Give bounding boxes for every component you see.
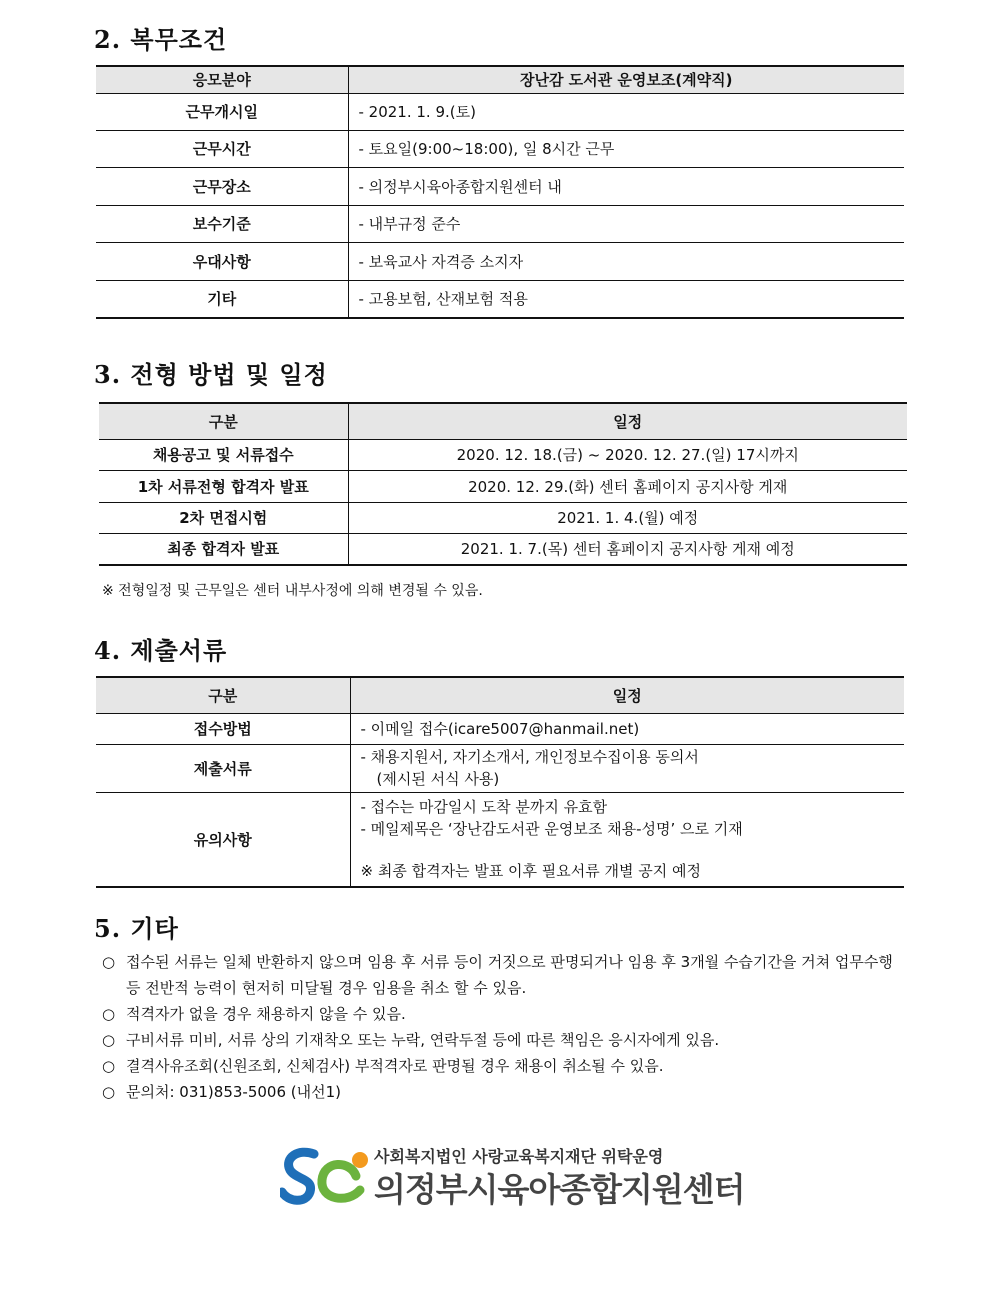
circle-bullet-icon: ○ bbox=[102, 1005, 116, 1023]
row-value-line: ※ 최종 합격자는 발표 이후 필요서류 개별 공지 예정 bbox=[360, 862, 702, 881]
table-header-row bbox=[99, 403, 907, 439]
row-value-line: (제시된 서식 사용) bbox=[376, 770, 500, 788]
row-label: 유의사항 bbox=[96, 792, 350, 887]
row-label: 보수기준 bbox=[96, 205, 348, 242]
row-value-line: - 메일제목은 ‘장난감도서관 운영보조 채용-성명’ 으로 기재 bbox=[360, 820, 743, 839]
row-label: 채용공고 및 서류접수 bbox=[99, 439, 348, 470]
logo-name: 의정부시육아종합지원센터 bbox=[374, 1170, 745, 1209]
row-label: 근무장소 bbox=[96, 167, 348, 205]
row-value: - 내부규정 준수 bbox=[348, 205, 904, 242]
header-cell: 일정 bbox=[348, 403, 907, 439]
header-cell: 일정 bbox=[350, 677, 904, 713]
list-item: ○ 결격사유조회(신원조회, 신체검사) 부적격자로 판명될 경우 채용이 취소될 수 있음. bbox=[102, 1053, 902, 1079]
row-value-line: - 접수는 마감일시 도착 분까지 유효함 bbox=[360, 798, 608, 817]
circle-bullet-icon: ○ bbox=[102, 1083, 116, 1101]
header-cell: 구분 bbox=[99, 403, 348, 439]
row-value-line: - 채용지원서, 자기소개서, 개인정보수집이용 동의서 bbox=[360, 748, 699, 766]
table-row bbox=[96, 242, 904, 280]
row-label: 2차 면접시험 bbox=[99, 502, 348, 533]
row-value: - 보육교사 자격증 소지자 bbox=[348, 242, 904, 280]
header-cell: 장난감 도서관 운영보조(계약직) bbox=[348, 66, 904, 93]
table-row bbox=[96, 792, 904, 887]
header-cell: 구분 bbox=[96, 677, 350, 713]
table-row bbox=[96, 713, 904, 744]
section-4-title: 4. 제출서류 bbox=[94, 636, 228, 665]
table-row bbox=[99, 470, 907, 502]
row-value: - 토요일(9:00~18:00), 일 8시간 근무 bbox=[348, 130, 904, 167]
misc-list bbox=[102, 949, 902, 1105]
section-5-title: 5. 기타 bbox=[94, 914, 179, 943]
row-value bbox=[350, 744, 904, 792]
list-item: ○ 접수된 서류는 일체 반환하지 않으며 임용 후 서류 등이 거짓으로 판명되거나 임용 후 3개월 수습기간을 거쳐 업무수행 등 전반적 능력이 현저히 미달될 경우 임용을 취소 할 수 있음. bbox=[102, 949, 902, 1001]
list-item: ○ 구비서류 미비, 서류 상의 기재착오 또는 누락, 연락두절 등에 따른 책임은 응시자에게 있음. bbox=[102, 1027, 902, 1053]
logo-subtitle: 사회복지법인 사랑교육복지재단 위탁운영 bbox=[374, 1147, 664, 1166]
table-header-row bbox=[96, 66, 904, 93]
center-logo bbox=[280, 1140, 745, 1210]
documents-table bbox=[96, 676, 904, 888]
center-logo-icon bbox=[280, 1146, 372, 1208]
circle-bullet-icon: ○ bbox=[102, 1057, 116, 1075]
row-value: - 고용보험, 산재보험 적용 bbox=[348, 280, 904, 318]
row-label: 최종 합격자 발표 bbox=[99, 533, 348, 565]
list-item: ○ 적격자가 없을 경우 채용하지 않을 수 있음. bbox=[102, 1001, 902, 1027]
row-label: 1차 서류전형 합격자 발표 bbox=[99, 470, 348, 502]
row-label: 근무개시일 bbox=[96, 93, 348, 130]
row-value: - 이메일 접수(icare5007@hanmail.net) bbox=[350, 713, 904, 744]
section-2-title: 2. 복무조건 bbox=[94, 25, 228, 54]
row-value: 2021. 1. 4.(월) 예정 bbox=[348, 502, 907, 533]
header-cell: 응모분야 bbox=[96, 66, 348, 93]
row-label: 기타 bbox=[96, 280, 348, 318]
table-row bbox=[96, 744, 904, 792]
table-row bbox=[96, 167, 904, 205]
row-label: 우대사항 bbox=[96, 242, 348, 280]
row-value: 2020. 12. 29.(화) 센터 홈페이지 공지사항 게재 bbox=[348, 470, 907, 502]
row-value: 2020. 12. 18.(금) ~ 2020. 12. 27.(일) 17시까지 bbox=[348, 439, 907, 470]
table-row bbox=[96, 93, 904, 130]
row-label: 접수방법 bbox=[96, 713, 350, 744]
table-header-row bbox=[96, 677, 904, 713]
schedule-table bbox=[99, 402, 907, 566]
row-value: - 2021. 1. 9.(토) bbox=[348, 93, 904, 130]
table-row bbox=[96, 130, 904, 167]
row-value bbox=[350, 792, 904, 887]
circle-bullet-icon: ○ bbox=[102, 953, 116, 971]
circle-bullet-icon: ○ bbox=[102, 1031, 116, 1049]
table-row bbox=[99, 439, 907, 470]
row-label: 근무시간 bbox=[96, 130, 348, 167]
row-label: 제출서류 bbox=[96, 744, 350, 792]
schedule-note: ※ 전형일정 및 근무일은 센터 내부사정에 의해 변경될 수 있음. bbox=[102, 583, 483, 599]
list-item: ○ 문의처: 031)853-5006 (내선1) bbox=[102, 1079, 902, 1105]
section-3-title: 3. 전형 방법 및 일정 bbox=[94, 360, 328, 389]
table-row bbox=[96, 280, 904, 318]
row-value: - 의정부시육아종합지원센터 내 bbox=[348, 167, 904, 205]
row-value: 2021. 1. 7.(목) 센터 홈페이지 공지사항 게재 예정 bbox=[348, 533, 907, 565]
work-conditions-table bbox=[96, 65, 904, 319]
table-row bbox=[99, 502, 907, 533]
table-row bbox=[99, 533, 907, 565]
table-row bbox=[96, 205, 904, 242]
